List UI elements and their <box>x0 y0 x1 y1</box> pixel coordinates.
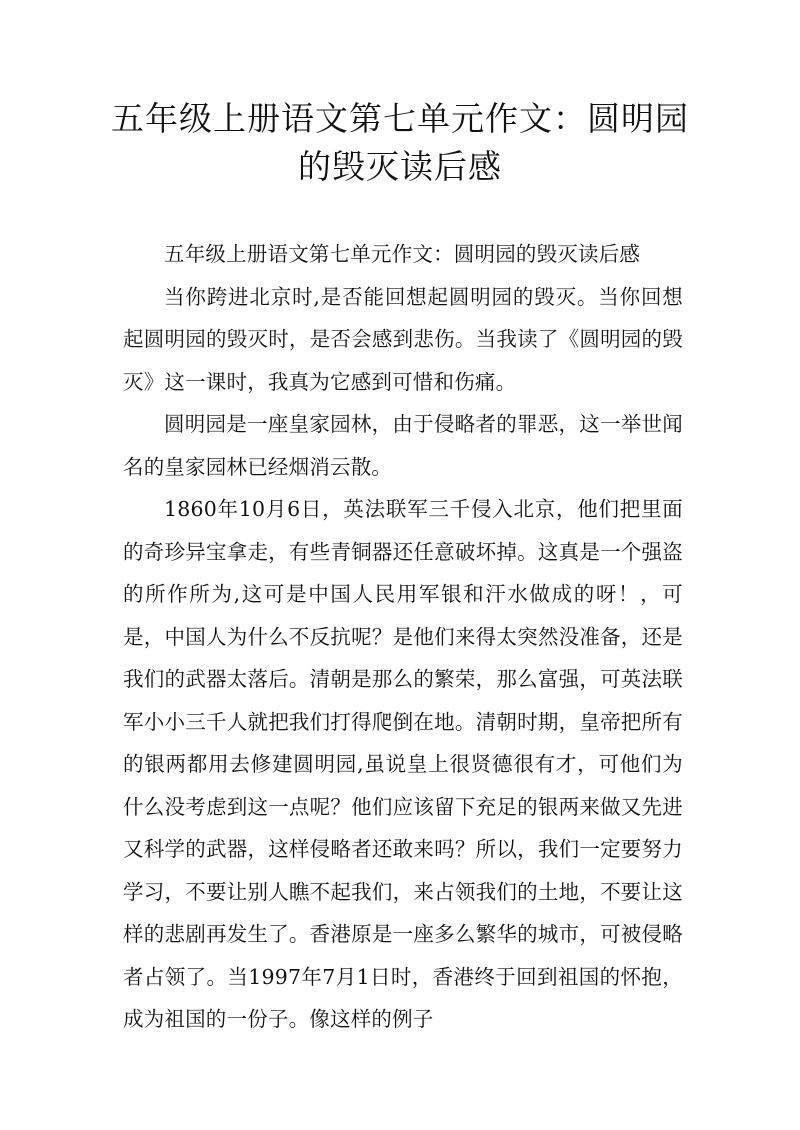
title-line-2: 的毁灭读后感 <box>298 147 502 186</box>
document-title <box>110 95 690 191</box>
paragraph-history: 1860年10月6日，英法联军三千侵入北京，他们把里面的奇珍异宝拿走，有些青铜器还任意破坏掉。这真是一个强盗的所作所为,这可是中国人民用军银和汗水做成的呀！，可是，中国人为什么不反抗呢？是他们来得太突然没准备，还是我们的武器太落后。清朝是那么的繁荣，那么富强，可英法联军小小三千人就把我们打得爬倒在地。清朝时期，皇帝把所有的银两都用去修建圆明园,虽说皇上很贤德很有才，可他们为什么没考虑到这一点呢？他们应该留下充足的银两来做又先进又科学的武器，这样侵略者还敢来吗？所以，我们一定要努力学习，不要让别人瞧不起我们，来占领我们的土地，不要让这样的悲剧再发生了。香港原是一座多么繁华的城市，可被侵略者占领了。当1997年7月1日时，香港终于回到祖国的怀抱，成为祖国的一份子。像这样的例子 <box>123 497 683 1031</box>
paragraph-intro: 当你跨进北京时,是否能回想起圆明园的毁灭。当你回想起圆明园的毁灭时，是否会感到悲伤。当我读了《圆明园的毁灭》这一课时，我真为它感到可惜和伤痛。 <box>123 284 683 394</box>
paragraph-garden: 圆明园是一座皇家园林，由于侵略者的罪恶，这一举世闻名的皇家园林已经烟消云散。 <box>123 412 683 479</box>
document-body <box>123 233 683 1041</box>
paragraph-subtitle: 五年级上册语文第七单元作文：圆明园的毁灭读后感 <box>164 242 641 266</box>
title-line-1: 五年级上册语文第七单元作文：圆明园 <box>111 99 689 138</box>
